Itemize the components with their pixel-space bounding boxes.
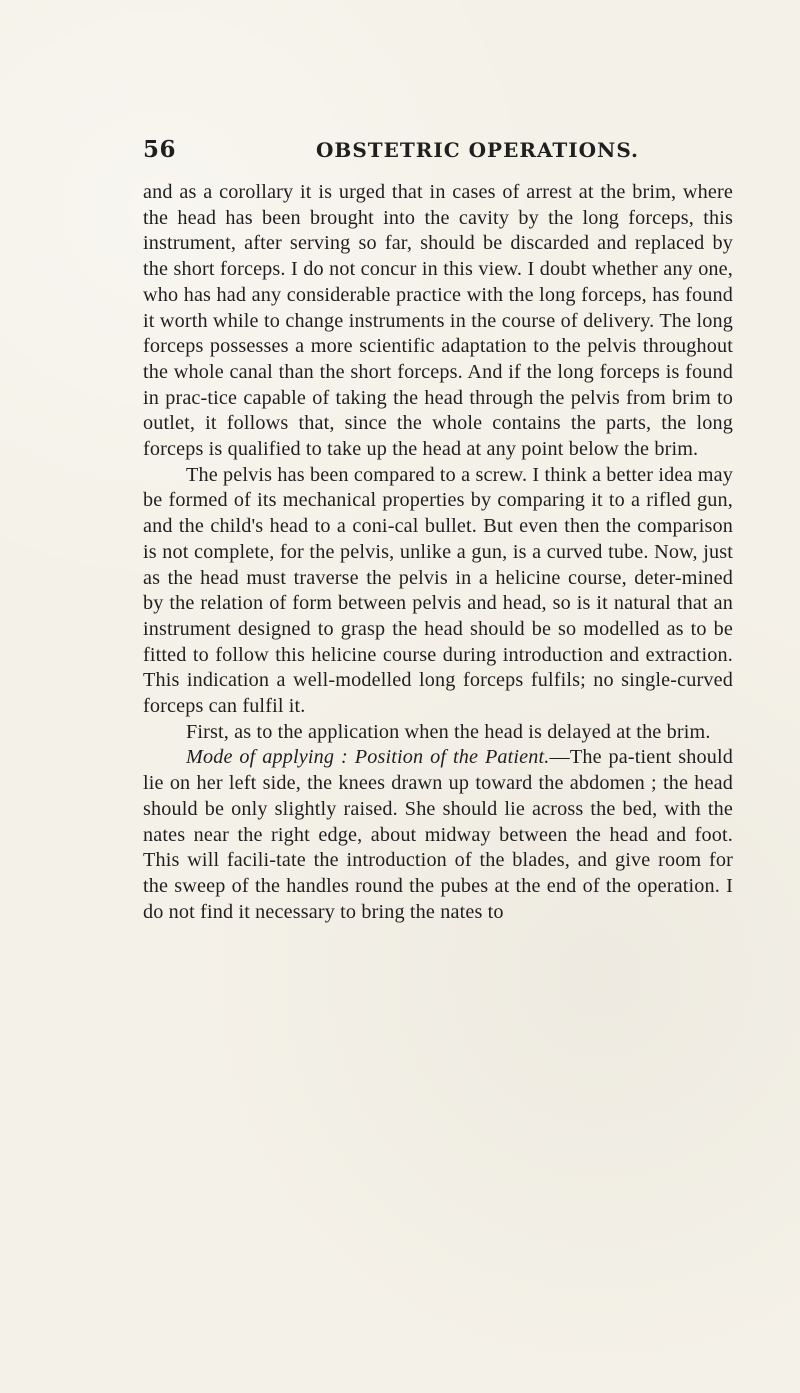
paragraph-3: First, as to the application when the head is delayed at the brim.: [186, 720, 711, 743]
paragraph-1: and as a corollary it is urged that in cases of arrest at the brim, where the head has been brought into the cavity by the long forceps, this instrument, after serving so far, should be discarded and replaced by the short forceps. I do not concur in this view. I doubt whether any one, who has had any considerable practice with the long forceps, has found it worth while to change instruments in the course of delivery. The long forceps possesses a more scientific adaptation to the pelvis throughout the whole canal than the short forceps. And if the long forceps is found in prac-tice capable of taking the head through the pelvis from brim to outlet, it follows that, since the whole contains the parts, the long forceps is qualified to take up the head at any point below the brim.: [143, 181, 733, 461]
page-number: 56: [143, 136, 177, 163]
paragraph-4-text: —The pa-tient should lie on her left side, the knees drawn up toward the abdomen ; the head should be only slightly raised. She should lie across the bed, with the nates near the right edge, about midway between the head and foot. This will facili-tate the introduction of the blades, and give room for the sweep of the handles round the pubes at the end of the operation. I do not find it necessary to bring the nates to: [143, 746, 733, 923]
paragraph-4: [143, 745, 733, 925]
section-heading: Mode of applying : Position of the Patient.: [186, 746, 550, 769]
running-head: OBSTETRIC OPERATIONS.: [316, 138, 640, 162]
paragraph-2: The pelvis has been compared to a screw. I think a better idea may be formed of its mechanical properties by comparing it to a rifled gun, and the child's head to a coni-cal bullet. But even then the comparison is not complete, for the pelvis, unlike a gun, is a curved tube. Now, just as the head must traverse the pelvis in a helicine course, deter-mined by the relation of form between pelvis and head, so is it natural that an instrument designed to grasp the head should be so modelled as to be fitted to follow this helicine course during introduction and extraction. This indication a well-modelled long forceps fulfils; no single-curved forceps can fulfil it.: [143, 463, 733, 718]
page-header: [143, 136, 743, 166]
body-text: [143, 180, 733, 925]
